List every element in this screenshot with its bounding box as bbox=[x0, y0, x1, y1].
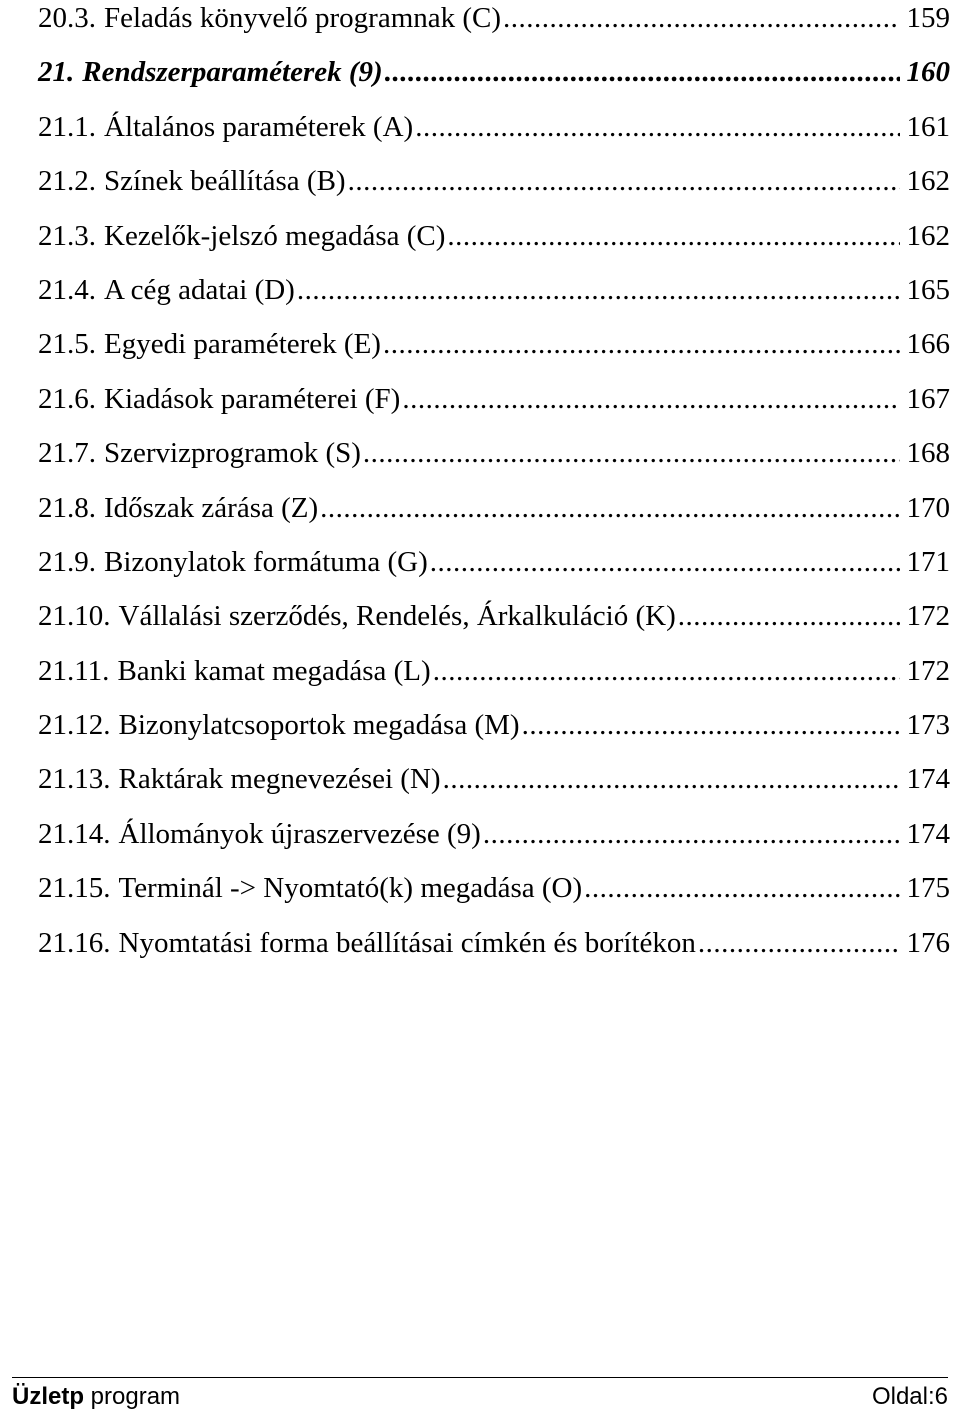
toc-entry-page: 176 bbox=[906, 926, 950, 959]
toc-entry-number: 21. bbox=[38, 56, 75, 89]
toc-entry[interactable] bbox=[38, 923, 950, 977]
toc-dot-leader bbox=[430, 542, 900, 582]
toc-entry-number: 21.10. bbox=[38, 600, 111, 633]
toc-dot-leader bbox=[447, 216, 900, 256]
toc-dot-leader bbox=[433, 651, 900, 691]
toc-dot-leader bbox=[297, 270, 900, 310]
toc-entry-page: 175 bbox=[906, 872, 950, 905]
toc-dot-leader bbox=[483, 814, 900, 854]
toc-entry[interactable] bbox=[38, 270, 950, 324]
toc-entry-title: Bizonylatok formátuma (G) bbox=[104, 545, 428, 578]
toc-entry-page: 168 bbox=[906, 437, 950, 470]
toc-dot-leader bbox=[443, 759, 900, 799]
toc-entry-page: 159 bbox=[906, 2, 950, 34]
toc-entry-number: 21.12. bbox=[38, 709, 111, 742]
toc-entry-title: Általános paraméterek (A) bbox=[104, 110, 414, 143]
footer-brand-rest: program bbox=[84, 1383, 181, 1410]
toc-entry-page: 161 bbox=[906, 110, 950, 143]
toc-entry-number: 21.4. bbox=[38, 273, 96, 306]
footer-divider bbox=[12, 1377, 948, 1378]
toc-entry[interactable] bbox=[38, 433, 950, 487]
toc-entry[interactable] bbox=[38, 0, 950, 52]
toc-entry[interactable] bbox=[38, 651, 950, 705]
toc-entry-number: 21.5. bbox=[38, 328, 96, 361]
toc-dot-leader bbox=[320, 488, 900, 528]
toc-entry-number: 21.7. bbox=[38, 437, 96, 470]
toc-entry[interactable] bbox=[38, 705, 950, 759]
toc-entry-number: 20.3. bbox=[38, 2, 96, 34]
toc-entry-number: 21.8. bbox=[38, 491, 96, 524]
table-of-contents bbox=[38, 0, 950, 977]
toc-entry-title: Kiadások paraméterei (F) bbox=[104, 382, 401, 415]
toc-entry-page: 174 bbox=[906, 763, 950, 796]
toc-entry[interactable] bbox=[38, 542, 950, 596]
toc-dot-leader bbox=[678, 596, 900, 636]
toc-entry[interactable] bbox=[38, 814, 950, 868]
toc-entry-page: 160 bbox=[906, 56, 950, 89]
footer-page-number: Oldal:6 bbox=[871, 1383, 948, 1410]
toc-entry-number: 21.9. bbox=[38, 545, 96, 578]
toc-entry-page: 173 bbox=[906, 709, 950, 742]
toc-dot-leader bbox=[503, 0, 900, 38]
toc-entry-number: 21.16. bbox=[38, 926, 111, 959]
toc-entry[interactable] bbox=[38, 161, 950, 215]
page-footer bbox=[12, 1381, 948, 1413]
footer-brand-bold: Üzletp bbox=[12, 1383, 84, 1410]
toc-entry-title: Bizonylatcsoportok megadása (M) bbox=[118, 709, 520, 742]
toc-entry-page: 172 bbox=[906, 654, 950, 687]
toc-entry[interactable] bbox=[38, 759, 950, 813]
toc-entry-page: 171 bbox=[906, 545, 950, 578]
toc-dot-leader bbox=[363, 433, 900, 473]
toc-dot-leader bbox=[402, 379, 900, 419]
toc-dot-leader bbox=[522, 705, 900, 745]
toc-entry[interactable] bbox=[38, 868, 950, 922]
toc-entry-title: Időszak zárása (Z) bbox=[104, 491, 319, 524]
toc-entry-page: 165 bbox=[906, 273, 950, 306]
toc-entry[interactable] bbox=[38, 52, 950, 106]
toc-entry-page: 166 bbox=[906, 328, 950, 361]
toc-entry-number: 21.14. bbox=[38, 817, 111, 850]
toc-dot-leader bbox=[415, 107, 900, 147]
toc-entry-title: Kezelők-jelszó megadása (C) bbox=[104, 219, 446, 252]
toc-entry-title: A cég adatai (D) bbox=[104, 273, 295, 306]
toc-dot-leader bbox=[698, 923, 900, 963]
toc-entry[interactable] bbox=[38, 596, 950, 650]
toc-entry-title: Banki kamat megadása (L) bbox=[117, 654, 431, 687]
toc-entry-title: Vállalási szerződés, Rendelés, Árkalkuláció (K) bbox=[118, 600, 676, 633]
toc-entry-number: 21.13. bbox=[38, 763, 111, 796]
toc-entry-page: 172 bbox=[906, 600, 950, 633]
toc-entry-title: Rendszerparaméterek (9) bbox=[82, 56, 383, 89]
toc-entry-title: Színek beállítása (B) bbox=[104, 165, 346, 198]
toc-entry-number: 21.11. bbox=[38, 654, 110, 687]
toc-entry-title: Egyedi paraméterek (E) bbox=[104, 328, 381, 361]
toc-entry-number: 21.1. bbox=[38, 110, 96, 143]
toc-entry-title: Feladás könyvelő programnak (C) bbox=[104, 2, 502, 34]
toc-entry-number: 21.2. bbox=[38, 165, 96, 198]
toc-entry[interactable] bbox=[38, 379, 950, 433]
toc-entry-title: Terminál -> Nyomtató(k) megadása (O) bbox=[118, 872, 583, 905]
toc-dot-leader bbox=[348, 161, 900, 201]
toc-entry-number: 21.15. bbox=[38, 872, 111, 905]
toc-entry-title: Állományok újraszervezése (9) bbox=[118, 817, 481, 850]
toc-entry-number: 21.6. bbox=[38, 382, 96, 415]
toc-entry-page: 170 bbox=[906, 491, 950, 524]
toc-entry-title: Szervizprogramok (S) bbox=[104, 437, 361, 470]
toc-entry-page: 162 bbox=[906, 165, 950, 198]
toc-entry[interactable] bbox=[38, 107, 950, 161]
toc-entry-title: Nyomtatási forma beállításai címkén és borítékon bbox=[118, 926, 696, 959]
toc-entry-page: 162 bbox=[906, 219, 950, 252]
toc-entry-title: Raktárak megnevezései (N) bbox=[118, 763, 441, 796]
toc-dot-leader bbox=[385, 52, 900, 92]
toc-entry[interactable] bbox=[38, 324, 950, 378]
toc-entry[interactable] bbox=[38, 488, 950, 542]
footer-brand bbox=[12, 1381, 180, 1413]
toc-entry[interactable] bbox=[38, 216, 950, 270]
toc-dot-leader bbox=[584, 868, 900, 908]
toc-entry-page: 174 bbox=[906, 817, 950, 850]
toc-entry-page: 167 bbox=[906, 382, 950, 415]
toc-entry-number: 21.3. bbox=[38, 219, 96, 252]
toc-dot-leader bbox=[383, 324, 900, 364]
